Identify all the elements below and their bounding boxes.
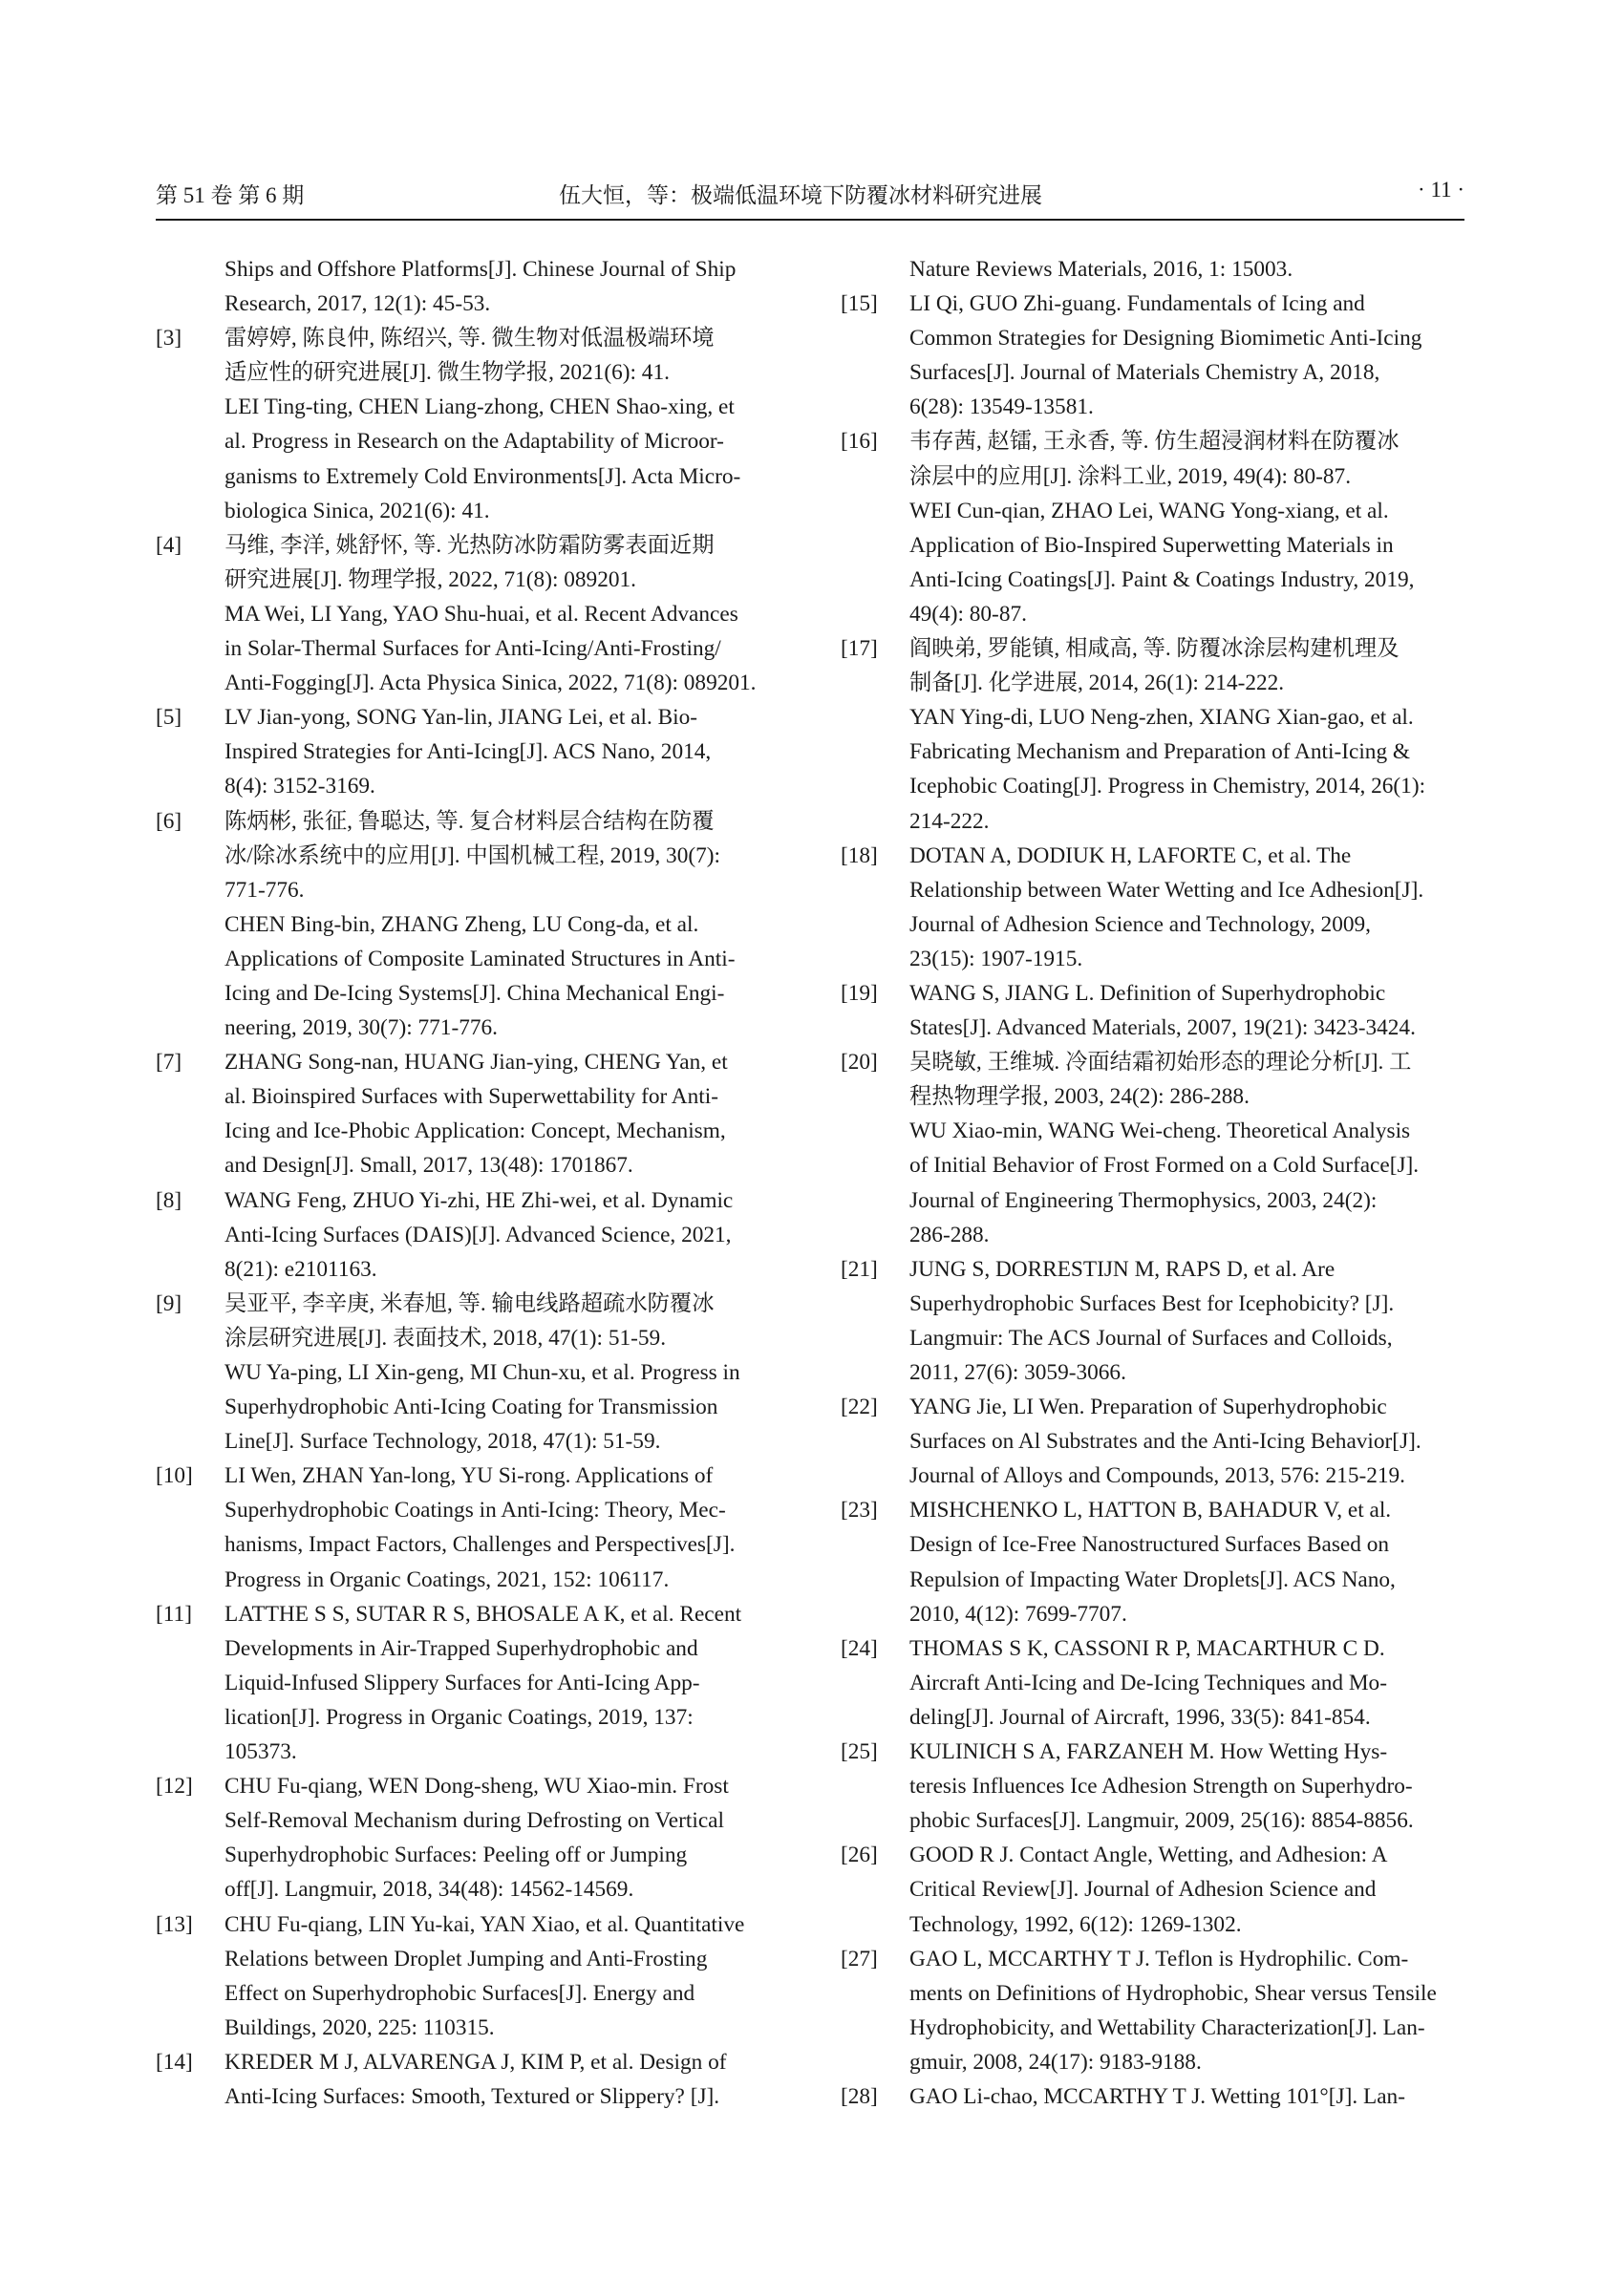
reference-number: [21] [841,1256,878,1282]
reference-entry [841,839,1464,976]
reference-text-line: 阎映弟, 罗能镇, 相咸高, 等. 防覆冰涂层构建机理及 [909,636,1400,662]
reference-text-line: off[J]. Langmuir, 2018, 34(48): 14562-14569. [224,1877,634,1903]
reference-number: [8] [156,1187,182,1213]
reference-text-line: LI Qi, GUO Zhi-guang. Fundamentals of Icing and [909,291,1365,317]
reference-text-line: Superhydrophobic Surfaces: Peeling off or Jumping [224,1843,688,1868]
reference-text-line: Self-Removal Mechanism during Defrosting on Vertical [224,1808,724,1834]
reference-text-line: WU Xiao-min, WANG Wei-cheng. Theoretical Analysis [909,1119,1411,1144]
reference-text-line: 2011, 27(6): 3059-3066. [909,1360,1126,1385]
reference-text-line: Superhydrophobic Surfaces Best for Icephobicity? [J]. [909,1290,1395,1316]
reference-text-line: KREDER M J, ALVARENGA J, KIM P, et al. Design of [224,2049,727,2075]
reference-text-line: phobic Surfaces[J]. Langmuir, 2009, 25(16): 8854-8856. [909,1808,1414,1834]
reference-text-line: 吴亚平, 李辛庚, 米春旭, 等. 输电线路超疏水防覆冰 [224,1290,715,1316]
reference-entry [841,1942,1464,2079]
reference-text-line: Technology, 1992, 6(12): 1269-1302. [909,1911,1242,1937]
reference-number: [6] [156,808,182,834]
reference-number: [3] [156,326,182,352]
reference-entry [841,1838,1464,1941]
reference-text-line: MA Wei, LI Yang, YAO Shu-huai, et al. Recent Advances [224,601,738,627]
reference-text-line: 适应性的研究进展[J]. 微生物学报, 2021(6): 41. [224,360,670,386]
reference-text-line: 涂层中的应用[J]. 涂料工业, 2019, 49(4): 80-87. [909,463,1352,489]
page-number: · 11 · [1418,178,1464,202]
reference-text-line: Anti-Icing Surfaces (DAIS)[J]. Advanced Science, 2021, [224,1222,732,1247]
reference-text-line: ZHANG Song-nan, HUANG Jian-ying, CHENG Yan, et [224,1050,728,1076]
reference-text-line: Langmuir: The ACS Journal of Surfaces and Colloids, [909,1325,1393,1351]
reference-number: [25] [841,1739,878,1765]
reference-text-line: Journal of Alloys and Compounds, 2013, 576: 215-219. [909,1463,1405,1489]
reference-number: [7] [156,1050,182,1076]
reference-entry [156,804,786,1046]
reference-column-right [841,252,1464,2114]
reference-text-line: teresis Influences Ice Adhesion Strength on Superhydro- [909,1774,1413,1800]
reference-text-line: States[J]. Advanced Materials, 2007, 19(21): 3423-3424. [909,1015,1416,1041]
reference-text-line: Superhydrophobic Anti-Icing Coating for Transmission [224,1395,718,1420]
reference-number: [20] [841,1050,878,1076]
reference-text-line: Applications of Composite Laminated Structures in Anti- [224,946,736,971]
reference-text-line: Hydrophobicity, and Wettability Characterization[J]. Lan- [909,2014,1425,2040]
reference-text-line: al. Bioinspired Surfaces with Superwettability for Anti- [224,1084,718,1110]
reference-text-line: Anti-Fogging[J]. Acta Physica Sinica, 2022, 71(8): 089201. [224,671,757,696]
reference-number: [14] [156,2049,193,2075]
running-header [156,178,1464,220]
reference-text-line: Relationship between Water Wetting and Ice Adhesion[J]. [909,877,1424,903]
reference-text-line: ganisms to Extremely Cold Environments[J]. Acta Micro- [224,463,741,489]
reference-entry [841,1631,1464,1735]
reference-number: [5] [156,705,182,731]
reference-entry [841,287,1464,424]
reference-text-line: biologica Sinica, 2021(6): 41. [224,498,490,523]
reference-number: [19] [841,980,878,1006]
reference-text-line: Relations between Droplet Jumping and Anti-Frosting [224,1946,708,1971]
reference-text-line: 8(4): 3152-3169. [224,774,375,799]
reference-text-line: 马维, 李洋, 姚舒怀, 等. 光热防冰防霜防雾表面近期 [224,532,715,558]
reference-text-line: 涂层研究进展[J]. 表面技术, 2018, 47(1): 51-59. [224,1325,667,1351]
reference-text-line: 韦存茜, 赵镭, 王永香, 等. 仿生超浸润材料在防覆冰 [909,429,1400,455]
reference-entry [156,1045,786,1183]
reference-text-line: Design of Ice-Free Nanostructured Surfaces Based on [909,1532,1389,1558]
reference-text-line: THOMAS S K, CASSONI R P, MACARTHUR C D. [909,1635,1385,1661]
reference-text-line: Effect on Superhydrophobic Surfaces[J]. Energy and [224,1980,695,2006]
reference-text-line: CHEN Bing-bin, ZHANG Zheng, LU Cong-da, et al. [224,911,699,937]
reference-text-line: Journal of Engineering Thermophysics, 2003, 24(2): [909,1187,1378,1213]
reference-number: [9] [156,1290,182,1316]
header-rule [156,219,1464,221]
reference-text-line: LATTHE S S, SUTAR R S, BHOSALE A K, et al. Recent [224,1601,742,1627]
reference-text-line: Repulsion of Impacting Water Droplets[J]. ACS Nano, [909,1566,1396,1592]
reference-number: [27] [841,1946,878,1971]
reference-entry [841,1390,1464,1493]
reference-text-line: MISHCHENKO L, HATTON B, BAHADUR V, et al. [909,1498,1392,1524]
reference-text-line: Progress in Organic Coatings, 2021, 152: 106117. [224,1566,670,1592]
reference-text-line: YAN Ying-di, LUO Neng-zhen, XIANG Xian-gao, et al. [909,705,1414,731]
reference-entry [841,976,1464,1045]
reference-text-line: hanisms, Impact Factors, Challenges and Perspectives[J]. [224,1532,736,1558]
reference-text-line: WANG S, JIANG L. Definition of Superhydrophobic [909,980,1386,1006]
reference-text-line: Developments in Air-Trapped Superhydrophobic and [224,1635,698,1661]
reference-entry [841,631,1464,839]
reference-text-line: in Solar-Thermal Surfaces for Anti-Icing/Anti-Frosting/ [224,636,721,662]
reference-text-line: 雷婷婷, 陈良仲, 陈绍兴, 等. 微生物对低温极端环境 [224,326,715,352]
reference-text-line: Icing and Ice-Phobic Application: Concept, Mechanism, [224,1119,726,1144]
reference-number: [10] [156,1463,193,1489]
article-running-title: 伍大恒，等：极端低温环境下防覆冰材料研究进展 [559,183,1042,207]
reference-text-line: Common Strategies for Designing Biomimetic Anti-Icing [909,326,1422,352]
reference-text-line: Line[J]. Surface Technology, 2018, 47(1): 51-59. [224,1429,661,1455]
reference-number: [12] [156,1774,193,1800]
reference-text-line: KULINICH S A, FARZANEH M. How Wetting Hys- [909,1739,1388,1765]
reference-text-line: 2010, 4(12): 7699-7707. [909,1601,1127,1627]
reference-text-line: Anti-Icing Coatings[J]. Paint & Coatings Industry, 2019, [909,566,1415,592]
reference-text-line: JUNG S, DORRESTIJN M, RAPS D, et al. Are [909,1256,1336,1282]
reference-text-line: 771-776. [224,877,305,903]
reference-text-line: ments on Definitions of Hydrophobic, Shear versus Tensile [909,1980,1437,2006]
reference-text-line: Application of Bio-Inspired Superwetting Materials in [909,532,1394,558]
reference-text-line: LEI Ting-ting, CHEN Liang-zhong, CHEN Shao-xing, et [224,394,735,420]
reference-number: [22] [841,1395,878,1420]
reference-number: [17] [841,636,878,662]
reference-text-line: LI Wen, ZHAN Yan-long, YU Si-rong. Applications of [224,1463,714,1489]
reference-continuation-line: Research, 2017, 12(1): 45-53. [224,291,491,317]
reference-text-line: 6(28): 13549-13581. [909,394,1094,420]
reference-text-line: gmuir, 2008, 24(17): 9183-9188. [909,2049,1202,2075]
reference-number: [26] [841,1843,878,1868]
reference-entry [841,1735,1464,1838]
reference-text-line: Inspired Strategies for Anti-Icing[J]. ACS Nano, 2014, [224,739,712,765]
reference-entry [841,1045,1464,1252]
volume-issue: 第 51 卷 第 6 期 [156,183,305,207]
reference-text-line: Fabricating Mechanism and Preparation of Anti-Icing & [909,739,1411,765]
reference-text-line: 吴晓敏, 王维城. 冷面结霜初始形态的理论分析[J]. 工 [909,1050,1412,1076]
reference-text-line: 214-222. [909,808,990,834]
reference-text-line: and Design[J]. Small, 2017, 13(48): 1701867. [224,1153,633,1179]
reference-text-line: 286-288. [909,1222,990,1247]
reference-entry [156,321,786,528]
reference-text-line: CHU Fu-qiang, LIN Yu-kai, YAN Xiao, et al. Quantitative [224,1911,745,1937]
reference-continuation-line: Nature Reviews Materials, 2016, 1: 15003. [909,257,1293,282]
reference-text-line: YANG Jie, LI Wen. Preparation of Superhydrophobic [909,1395,1387,1420]
reference-text-line: Superhydrophobic Coatings in Anti-Icing: Theory, Mec- [224,1498,726,1524]
reference-text-line: 105373. [224,1739,297,1765]
reference-text-line: lication[J]. Progress in Organic Coatings, 2019, 137: [224,1704,694,1730]
reference-text-line: 冰/除冰系统中的应用[J]. 中国机械工程, 2019, 30(7): [224,842,720,868]
reference-text-line: Liquid-Infused Slippery Surfaces for Anti-Icing App- [224,1670,700,1695]
reference-number: [13] [156,1911,193,1937]
reference-text-line: 制备[J]. 化学进展, 2014, 26(1): 214-222. [909,671,1285,696]
reference-text-line: 8(21): e2101163. [224,1256,377,1282]
reference-entry [156,1183,786,1287]
reference-number: [4] [156,532,182,558]
reference-entry [156,2045,786,2114]
reference-entry [841,1493,1464,1630]
reference-number: [24] [841,1635,878,1661]
reference-entry [156,1769,786,1907]
reference-continuation-line: Ships and Offshore Platforms[J]. Chinese Journal of Ship [224,257,737,282]
reference-text-line: GAO L, MCCARTHY T J. Teflon is Hydrophilic. Com- [909,1946,1409,1971]
reference-text-line: al. Progress in Research on the Adaptability of Microor- [224,429,724,455]
reference-text-line: 23(15): 1907-1915. [909,946,1083,971]
reference-number: [16] [841,429,878,455]
reference-text-line: 研究进展[J]. 物理学报, 2022, 71(8): 089201. [224,566,636,592]
reference-text-line: GAO Li-chao, MCCARTHY T J. Wetting 101°[J]. Lan- [909,2083,1405,2109]
reference-number: [11] [156,1601,192,1627]
reference-text-line: CHU Fu-qiang, WEN Dong-sheng, WU Xiao-min. Frost [224,1774,729,1800]
reference-entry [156,1287,786,1459]
reference-text-line: WU Ya-ping, LI Xin-geng, MI Chun-xu, et al. Progress in [224,1360,740,1385]
reference-text-line: WANG Feng, ZHUO Yi-zhi, HE Zhi-wei, et al. Dynamic [224,1187,734,1213]
reference-column-left [156,252,786,2114]
reference-text-line: WEI Cun-qian, ZHAO Lei, WANG Yong-xiang, et al. [909,498,1389,523]
reference-entry [156,1597,786,1769]
reference-text-line: Icing and De-Icing Systems[J]. China Mechanical Engi- [224,980,725,1006]
reference-text-line: Anti-Icing Surfaces: Smooth, Textured or Slippery? [J]. [224,2083,720,2109]
reference-entry [156,1907,786,2045]
reference-number: [18] [841,842,878,868]
reference-text-line: DOTAN A, DODIUK H, LAFORTE C, et al. The [909,842,1352,868]
reference-entry [156,528,786,700]
reference-text-line: deling[J]. Journal of Aircraft, 1996, 33(5): 841-854. [909,1704,1371,1730]
reference-text-line: GOOD R J. Contact Angle, Wetting, and Adhesion: A [909,1843,1388,1868]
reference-text-line: Journal of Adhesion Science and Technology, 2009, [909,911,1371,937]
reference-text-line: Buildings, 2020, 225: 110315. [224,2014,495,2040]
reference-text-line: 程热物理学报, 2003, 24(2): 286-288. [909,1084,1250,1110]
reference-entry [841,1252,1464,1390]
reference-text-line: 49(4): 80-87. [909,601,1027,627]
reference-text-line: Critical Review[J]. Journal of Adhesion Science and [909,1877,1377,1903]
reference-entry [156,700,786,803]
reference-number: [23] [841,1498,878,1524]
reference-number: [28] [841,2083,878,2109]
reference-entry [156,1459,786,1596]
reference-entry [841,424,1464,631]
reference-text-line: Surfaces[J]. Journal of Materials Chemistry A, 2018, [909,360,1380,386]
reference-text-line: LV Jian-yong, SONG Yan-lin, JIANG Lei, et al. Bio- [224,705,698,731]
reference-text-line: Icephobic Coating[J]. Progress in Chemistry, 2014, 26(1): [909,774,1426,799]
reference-number: [15] [841,291,878,317]
reference-text-line: of Initial Behavior of Frost Formed on a Cold Surface[J]. [909,1153,1420,1179]
reference-text-line: neering, 2019, 30(7): 771-776. [224,1015,498,1041]
reference-text-line: 陈炳彬, 张征, 鲁聪达, 等. 复合材料层合结构在防覆 [224,808,715,834]
reference-entry [841,2079,1464,2114]
reference-text-line: Aircraft Anti-Icing and De-Icing Techniques and Mo- [909,1670,1387,1695]
reference-text-line: Surfaces on Al Substrates and the Anti-Icing Behavior[J]. [909,1429,1421,1455]
